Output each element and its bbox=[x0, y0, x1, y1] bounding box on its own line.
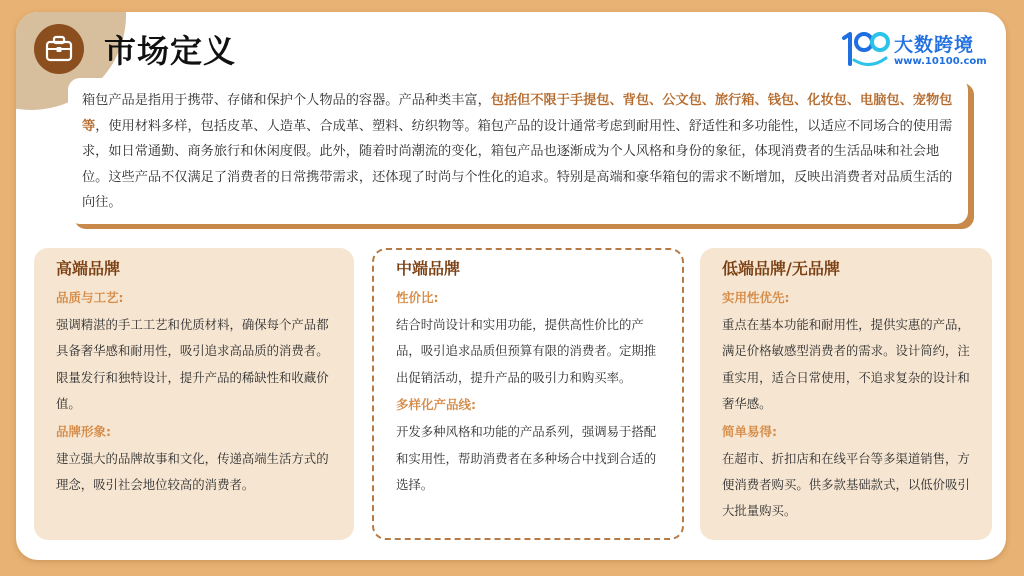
section-heading: 品牌形象: bbox=[56, 423, 111, 439]
page-title: 市场定义 bbox=[104, 32, 237, 70]
slide bbox=[16, 12, 1006, 560]
card-low-end bbox=[700, 248, 992, 540]
section-text: 在超市、折扣店和在线平台等多渠道销售，方便消费者购买。供多款基础款式，以低价吸引大批量购买。 bbox=[722, 450, 970, 519]
card-mid-range bbox=[372, 248, 684, 540]
section-heading: 多样化产品线: bbox=[396, 397, 476, 413]
section-heading: 简单易得: bbox=[722, 423, 777, 439]
section-heading: 品质与工艺: bbox=[56, 290, 124, 305]
intro-text-part2: ，使用材料多样，包括皮革、人造革、合成革、塑料、纺织物等。箱包产品的设计通常考虑到耐用性、舒适性和多功能性，以适应不同场合的使用需求，如日常通勤、商务旅行和休闲度假。此外，随着时尚潮流的变化，箱包产品也逐渐成为个人风格和身份的象征，体现消费者的生活品味和社会地位。这些产品不仅满足了消费者的日常携带需求，还体现了时尚与个性化的追求。特别是高端和豪华箱包的需求不断增加，反映出消费者对品质生活的向往。 bbox=[82, 118, 953, 210]
logo-url: www.10100.com bbox=[894, 56, 987, 67]
card-title: 高端品牌 bbox=[56, 259, 121, 278]
section-text: 强调精湛的手工工艺和优质材料，确保每个产品都具备奢华感和耐用性，吸引追求高品质的消费者。限量发行和独特设计，提升产品的稀缺性和收藏价值。 bbox=[56, 317, 329, 412]
card-high-end bbox=[34, 248, 354, 540]
logo-name: 大数跨境 bbox=[894, 34, 975, 56]
intro-highlight: 包括但不限于手提包、背包、公文包、旅行箱、钱包、化妆包、电脑包、宠物包等 bbox=[82, 93, 953, 134]
brand-logo bbox=[840, 28, 988, 72]
logo-mark-icon bbox=[840, 30, 892, 70]
intro-paragraph bbox=[82, 88, 958, 216]
card-title: 中端品牌 bbox=[396, 259, 461, 278]
briefcase-icon bbox=[34, 24, 84, 74]
intro-text-part1: 箱包产品是指用于携带、存储和保护个人物品的容器。产品种类丰富， bbox=[82, 93, 491, 108]
section-heading: 实用性优先: bbox=[722, 290, 790, 305]
intro-box bbox=[68, 78, 968, 224]
section-text: 结合时尚设计和实用功能，提供高性价比的产品，吸引追求品质但预算有限的消费者。定期推出促销活动，提升产品的吸引力和购买率。 bbox=[396, 317, 657, 385]
section-heading: 性价比: bbox=[396, 290, 439, 305]
section-text: 重点在基本功能和耐用性，提供实惠的产品，满足价格敏感型消费者的需求。设计简约，注重实用，适合日常使用，不追求复杂的设计和奢华感。 bbox=[722, 317, 970, 412]
section-text: 开发多种风格和功能的产品系列，强调易于搭配和实用性，帮助消费者在多种场合中找到合适的选择。 bbox=[396, 424, 657, 493]
card-title: 低端品牌/无品牌 bbox=[722, 259, 840, 278]
section-text: 建立强大的品牌故事和文化，传递高端生活方式的理念，吸引社会地位较高的消费者。 bbox=[56, 450, 329, 493]
